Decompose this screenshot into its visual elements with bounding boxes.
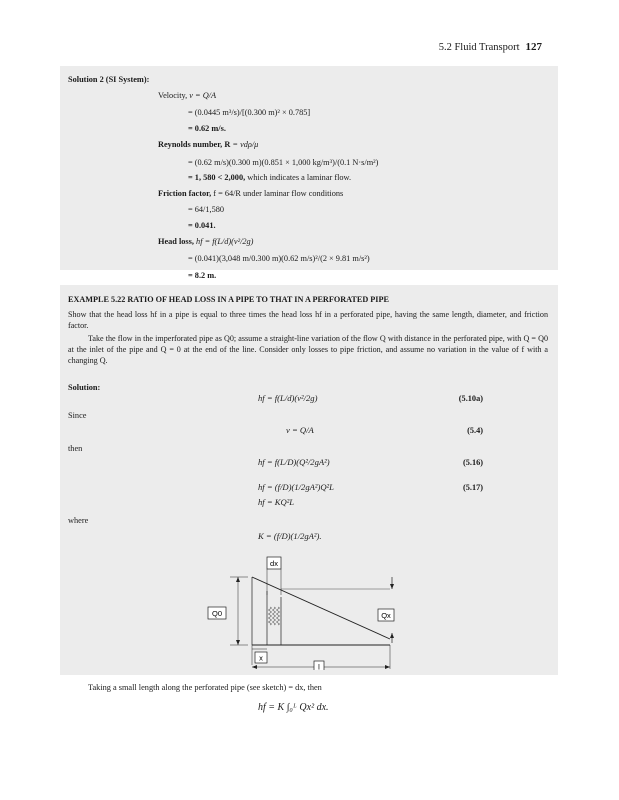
since-label: Since <box>68 411 87 420</box>
equation-5-16: hf = f(L/D)(Q²/2gA²) <box>258 457 330 467</box>
where-label: where <box>68 516 89 525</box>
q0-arrow-top <box>236 577 240 582</box>
friction-line: Friction factor, f = 64/R under laminar flow conditions <box>158 189 344 198</box>
l-arrow-right <box>385 665 390 669</box>
qx-arrow-top-head <box>390 584 394 589</box>
equation-5-4: v = Q/A <box>286 425 314 435</box>
dx-label: dx <box>270 559 278 568</box>
then-label: then <box>68 444 83 453</box>
l-arrow-left <box>252 665 257 669</box>
equation-number-5-17: (5.17) <box>462 483 483 492</box>
velocity-result: = 0.62 m/s. <box>188 124 226 133</box>
perforation-hatch-2 <box>273 607 276 625</box>
example-solution-title: Solution: <box>68 383 101 392</box>
solution-2-box <box>60 66 558 280</box>
velocity-line: Velocity, v = Q/A <box>158 91 217 100</box>
example-para-1: Show that the head loss hf in a pipe is equal to three times the head loss hf in a perforated pipe, having the same length, diameter, and friction factor. <box>68 310 548 331</box>
q0-label: Q0 <box>211 609 223 618</box>
running-header <box>439 41 542 53</box>
headloss-calc: = (0.041)(3,048 m/0.300 m)(0.62 m/s)²/(2 × 9.81 m/s²) <box>188 254 370 263</box>
equation-5-10a: hf = f(L/d)(v²/2g) <box>258 393 318 403</box>
flow-variation-line <box>252 577 390 639</box>
equation-number-5-16: (5.16) <box>462 458 483 467</box>
closing-integral-equation: hf = K ∫₀ᴸ Qx² dx. <box>258 702 329 713</box>
perforated-pipe-diagram <box>190 555 430 670</box>
velocity-calc: = (0.0445 m³/s)/[(0.300 m)² × 0.785] <box>188 108 311 117</box>
reynolds-result-line: = 1, 580 < 2,000, which indicates a laminar flow. <box>188 173 352 182</box>
x-label: x <box>259 653 263 663</box>
qx-label: Qx <box>381 611 391 620</box>
example-para-2: Take the flow in the imperforated pipe as Q0; assume a straight-line variation of the flow Q with distance in the perforated pipe, with Q = Q0 at the inlet of the pipe and Q = 0 at the end of the line. Consider only losses to pipe friction, and assume no variation in the value of f with a changing Q. <box>68 334 548 366</box>
q0-arrow-bottom <box>236 640 240 645</box>
section-title: 5.2 Fluid Transport <box>438 42 520 53</box>
perforation-hatch-3 <box>277 607 280 625</box>
equation-5-17: hf = (f/D)(1/2gA²)Q²L <box>258 482 334 492</box>
closing-sentence: Taking a small length along the perforated pipe (see sketch) = dx, then <box>88 683 322 692</box>
qx-arrow-bottom-head <box>390 633 394 638</box>
friction-result: = 0.041. <box>188 221 216 230</box>
headloss-line: Head loss, hf = f(L/d)(v²/2g) <box>158 237 254 246</box>
headloss-result: = 8.2 m. <box>188 271 217 280</box>
friction-calc: = 64/1,580 <box>188 205 225 214</box>
equation-k-definition: K = (f/D)(1/2gA²). <box>258 531 322 541</box>
l-label: l <box>318 662 320 670</box>
reynolds-calc: = (0.62 m/s)(0.300 m)(0.851 × 1,000 kg/m³)/(0.1 N·s/m²) <box>188 158 379 167</box>
example-title: EXAMPLE 5.22 RATIO OF HEAD LOSS IN A PIPE TO THAT IN A PERFORATED PIPE <box>68 295 389 304</box>
example-box <box>60 285 558 675</box>
page-number: 127 <box>525 41 542 53</box>
perforation-hatch-1 <box>269 607 272 625</box>
equation-number-5-4: (5.4) <box>467 426 483 435</box>
solution-2-title: Solution 2 (SI System): <box>68 75 150 84</box>
equation-hf-kq2l: hf = KQ²L <box>258 497 295 507</box>
equation-number-5-10a: (5.10a) <box>458 394 483 403</box>
reynolds-line: Reynolds number, R = vdρ/μ <box>158 140 259 149</box>
